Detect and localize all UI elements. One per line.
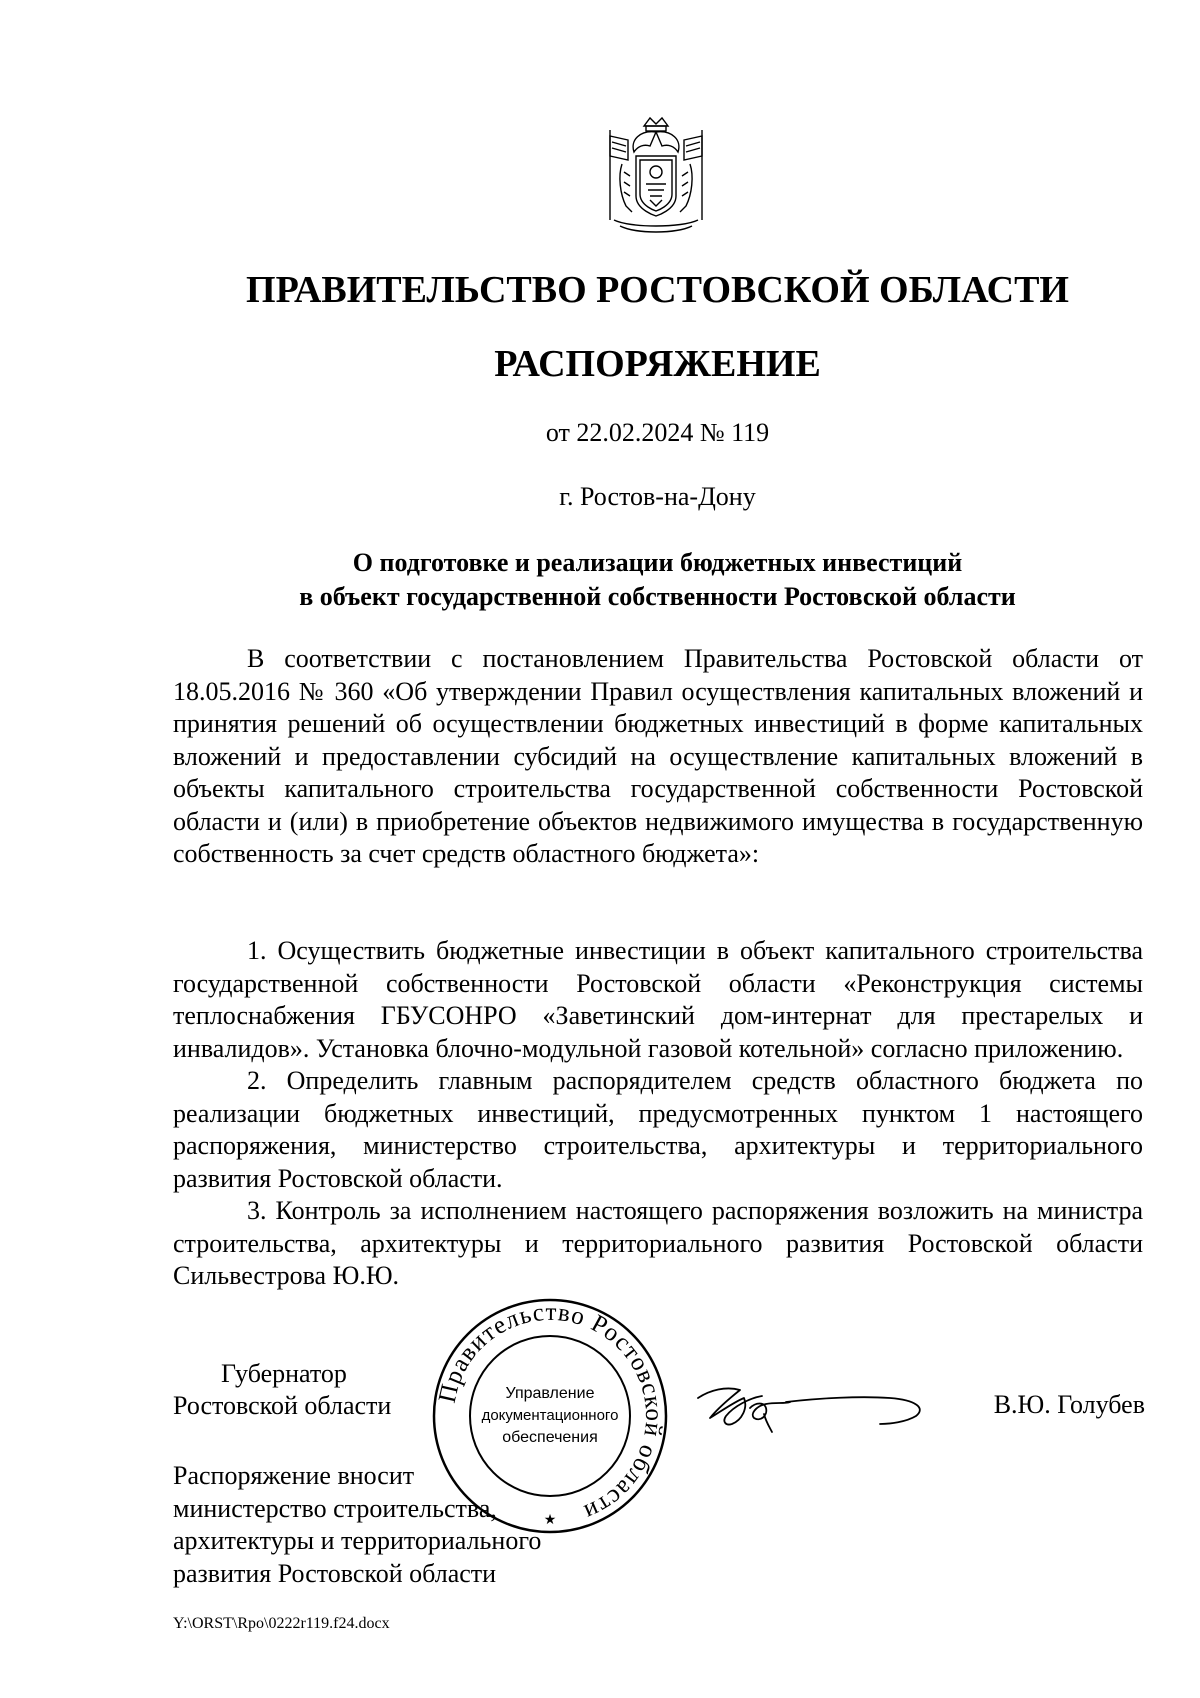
seal-star-icon: ★ bbox=[543, 1513, 557, 1528]
document-city: г. Ростов-на-Дону bbox=[559, 482, 756, 511]
signatory-position-line-2: Ростовской области bbox=[173, 1391, 392, 1420]
seal-inner-line-1: Управление bbox=[505, 1385, 595, 1402]
presenter-line-2: министерство строительства, bbox=[173, 1493, 497, 1523]
document-subject bbox=[170, 546, 1145, 614]
preamble-block bbox=[173, 643, 1143, 871]
government-title: ПРАВИТЕЛЬСТВО РОСТОВСКОЙ ОБЛАСТИ bbox=[246, 269, 1069, 311]
presenter-line-3: архитектуры и территориального bbox=[173, 1526, 542, 1555]
presenter-line-4: развития Ростовской области bbox=[173, 1558, 497, 1588]
document-date-number: от 22.02.2024 № 119 bbox=[545, 418, 770, 447]
handwritten-signature bbox=[690, 1368, 930, 1438]
preamble-paragraph: В соответствии с постановлением Правительства Ростовской области от 18.05.2016 № 360 «Об утверждении Правил осуществления капитальных вложений и принятия решений об осуществлении бюджетных инвестиций в форме капитальных вложений и предоставлении субсидий на осуществление капитальных вложений в объекты капитального строительства государственной собственности Ростовской области и (или) в приобретение объектов недвижимого имущества в государственную собственность за счет средств областного бюджета»: bbox=[173, 644, 1143, 868]
seal-inner-line-3: обеспечения bbox=[502, 1429, 598, 1446]
signatory-position-line-1: Губернатор bbox=[221, 1359, 347, 1388]
signatory-position bbox=[173, 1358, 391, 1422]
signatory-name: В.Ю. Голубев bbox=[993, 1390, 1145, 1419]
subject-line-1: О подготовке и реализации бюджетных инвестиций bbox=[352, 548, 963, 577]
seal-outer-text: Правительство Ростовской области bbox=[433, 1298, 668, 1527]
presenter-line-1: Распоряжение вносит bbox=[173, 1461, 415, 1490]
presenter-block bbox=[173, 1460, 541, 1590]
subject-line-2: в объект государственной собственности Ростовской области bbox=[299, 582, 1016, 611]
item-paragraph-2: 2. Определить главным распорядителем средств областного бюджета по реализации бюджетных инвестиций, предусмотренных пунктом 1 настоящего распоряжения, министерство строительства, архитектуры и территориального развития Ростовской области. bbox=[173, 1066, 1143, 1193]
document-type: РАСПОРЯЖЕНИЕ bbox=[494, 343, 821, 385]
item-paragraph-1: 1. Осуществить бюджетные инвестиции в объект капитального строительства государственной собственности Ростовской области «Реконструкция системы теплоснабжения ГБУСОНРО «Заветинский дом-интернат для престарелых и инвалидов». Установка блочно-модульной газовой котельной» согласно приложению. bbox=[173, 936, 1143, 1063]
seal-inner-line-2: документационного bbox=[481, 1407, 619, 1424]
coat-of-arms-emblem bbox=[600, 116, 712, 240]
file-path-footer: Y:\ORST\Rpo\0222r119.f24.docx bbox=[173, 1615, 390, 1632]
items-block bbox=[173, 935, 1143, 1293]
item-paragraph-3: 3. Контроль за исполнением настоящего распоряжения возложить на министра строительства, архитектуры и территориального развития Ростовской области Сильвестрова Ю.Ю. bbox=[173, 1196, 1143, 1290]
